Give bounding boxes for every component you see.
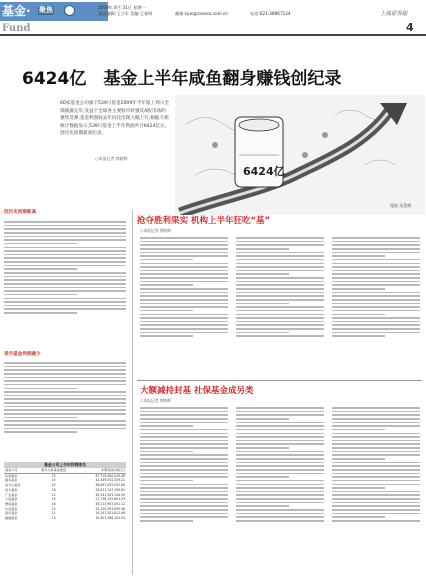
- table-cell: 27,756,102,653.29: [95, 497, 125, 502]
- table-cell: 20: [51, 483, 56, 488]
- hero-credit: 漫画 朱慧卿: [390, 203, 412, 208]
- table-cell: 15: [51, 478, 56, 483]
- article1-title: 抢夺胜利果实 机构上半年狂吃“基”: [137, 216, 271, 226]
- table-cell: 30,241,561,134.30: [95, 492, 125, 497]
- table-cell: 广发基金: [5, 492, 18, 497]
- article2-byline: ○本报记者 徐晓辉: [140, 398, 172, 403]
- table-cell: 87,719,400,039.48: [95, 473, 125, 478]
- table-cell: 19,247,201,812.48: [95, 511, 125, 516]
- lead-byline: ○本报记者 徐晓辉: [95, 156, 128, 161]
- table-cell: 大成基金: [5, 497, 18, 502]
- table-cell: 15: [51, 497, 56, 502]
- table-cell: 11: [51, 511, 56, 516]
- lead-paragraph: 60家基金公司旗下539只基金2009年半年报上周六全部披露完毕,受益于全球各主要股市转强及A股市场的强势反弹,基金利润较去年同比出现大幅上升,根据天相统计数据显示,539只基金上半年利润共计6424亿元,创历史同期最高纪录。: [60, 101, 169, 136]
- brand-title: 基金·: [2, 4, 31, 18]
- editor-line: 责任编辑:王立军 美编:王春明: [98, 11, 153, 16]
- paper-name: 上海证券报: [380, 11, 408, 17]
- growth-chart-illustration: [175, 95, 425, 215]
- headline: [22, 64, 341, 89]
- table-cell: 42,349,052,329.21: [95, 478, 125, 483]
- table-header: 基金公司: [5, 468, 18, 472]
- table-cell: 12: [51, 492, 56, 497]
- hero-illustration: [175, 95, 425, 215]
- table-cell: 易方达基金: [5, 483, 21, 488]
- table-cell: 22,102,991,095.58: [95, 506, 125, 511]
- table-cell: 26,113,987,451.12: [95, 501, 125, 506]
- table-cell: 13: [51, 516, 56, 521]
- masthead-logo-icon: [64, 5, 75, 16]
- phone-line: 电话:021-38967124: [250, 11, 291, 16]
- article2-title: 大额减持封基 社保基金成另类: [140, 386, 254, 396]
- left-column: [2, 210, 128, 579]
- masthead-rule: [0, 34, 426, 36]
- table-header: 参与交易基金数量: [41, 468, 67, 472]
- article2-column-2: [236, 405, 324, 524]
- table-header: 本期利润总额(元): [100, 468, 125, 472]
- table-cell: 华安基金: [5, 506, 18, 511]
- fund-profit-table: [4, 462, 126, 521]
- table-cell: 18: [51, 487, 56, 492]
- table-cell: 博时基金: [5, 501, 18, 506]
- table-cell: 嘉实基金: [5, 478, 18, 483]
- hero-chart-label: 6424亿: [243, 165, 285, 178]
- table-cell: 16: [51, 501, 56, 506]
- column-divider: [132, 210, 133, 575]
- article1-column-2: [236, 235, 324, 339]
- table-cell: 38,657,052,032.06: [95, 483, 125, 488]
- page-number: 4: [406, 21, 414, 34]
- table-row: [4, 516, 126, 521]
- article2-column-3: [332, 405, 420, 524]
- section-heading-record: 创历史同期新高: [4, 210, 37, 215]
- headline-title: 基金上半年咸鱼翻身赚钱创纪录: [103, 69, 342, 89]
- table-cell: 15: [51, 473, 56, 478]
- table-cell: 10,907,588,104.53: [95, 516, 125, 521]
- brand-english: Fund: [2, 23, 31, 34]
- table-cell: 33,811,147,299.62: [95, 487, 125, 492]
- table-cell: 银华基金: [5, 511, 18, 516]
- date-line: 2009年 8月 31日 星期一: [98, 5, 146, 10]
- table-cell: 融通基金: [5, 516, 18, 521]
- body-text-block: [4, 219, 126, 316]
- body-text-block: [4, 360, 126, 435]
- section-heading-money-fund: 货币基金利润最少: [4, 352, 41, 357]
- table-cell: 华夏基金: [5, 473, 18, 478]
- article-separator: [137, 380, 422, 381]
- table-cell: 15: [51, 506, 56, 511]
- article1-byline: ○本报记者 徐晓辉: [140, 228, 172, 233]
- headline-amount: 6424亿: [22, 69, 87, 89]
- article1-column-3: [332, 235, 420, 339]
- table-title: 基金公司上半年利润排名: [4, 462, 126, 468]
- brand-subtitle: 聚焦: [39, 6, 53, 14]
- email-line: 邮箱:zyw@zaseco.com.cn: [175, 11, 228, 16]
- article2-column-1: [140, 405, 228, 524]
- article1-column-1: [140, 235, 228, 339]
- masthead: [0, 0, 426, 38]
- table-cell: 南方基金: [5, 487, 18, 492]
